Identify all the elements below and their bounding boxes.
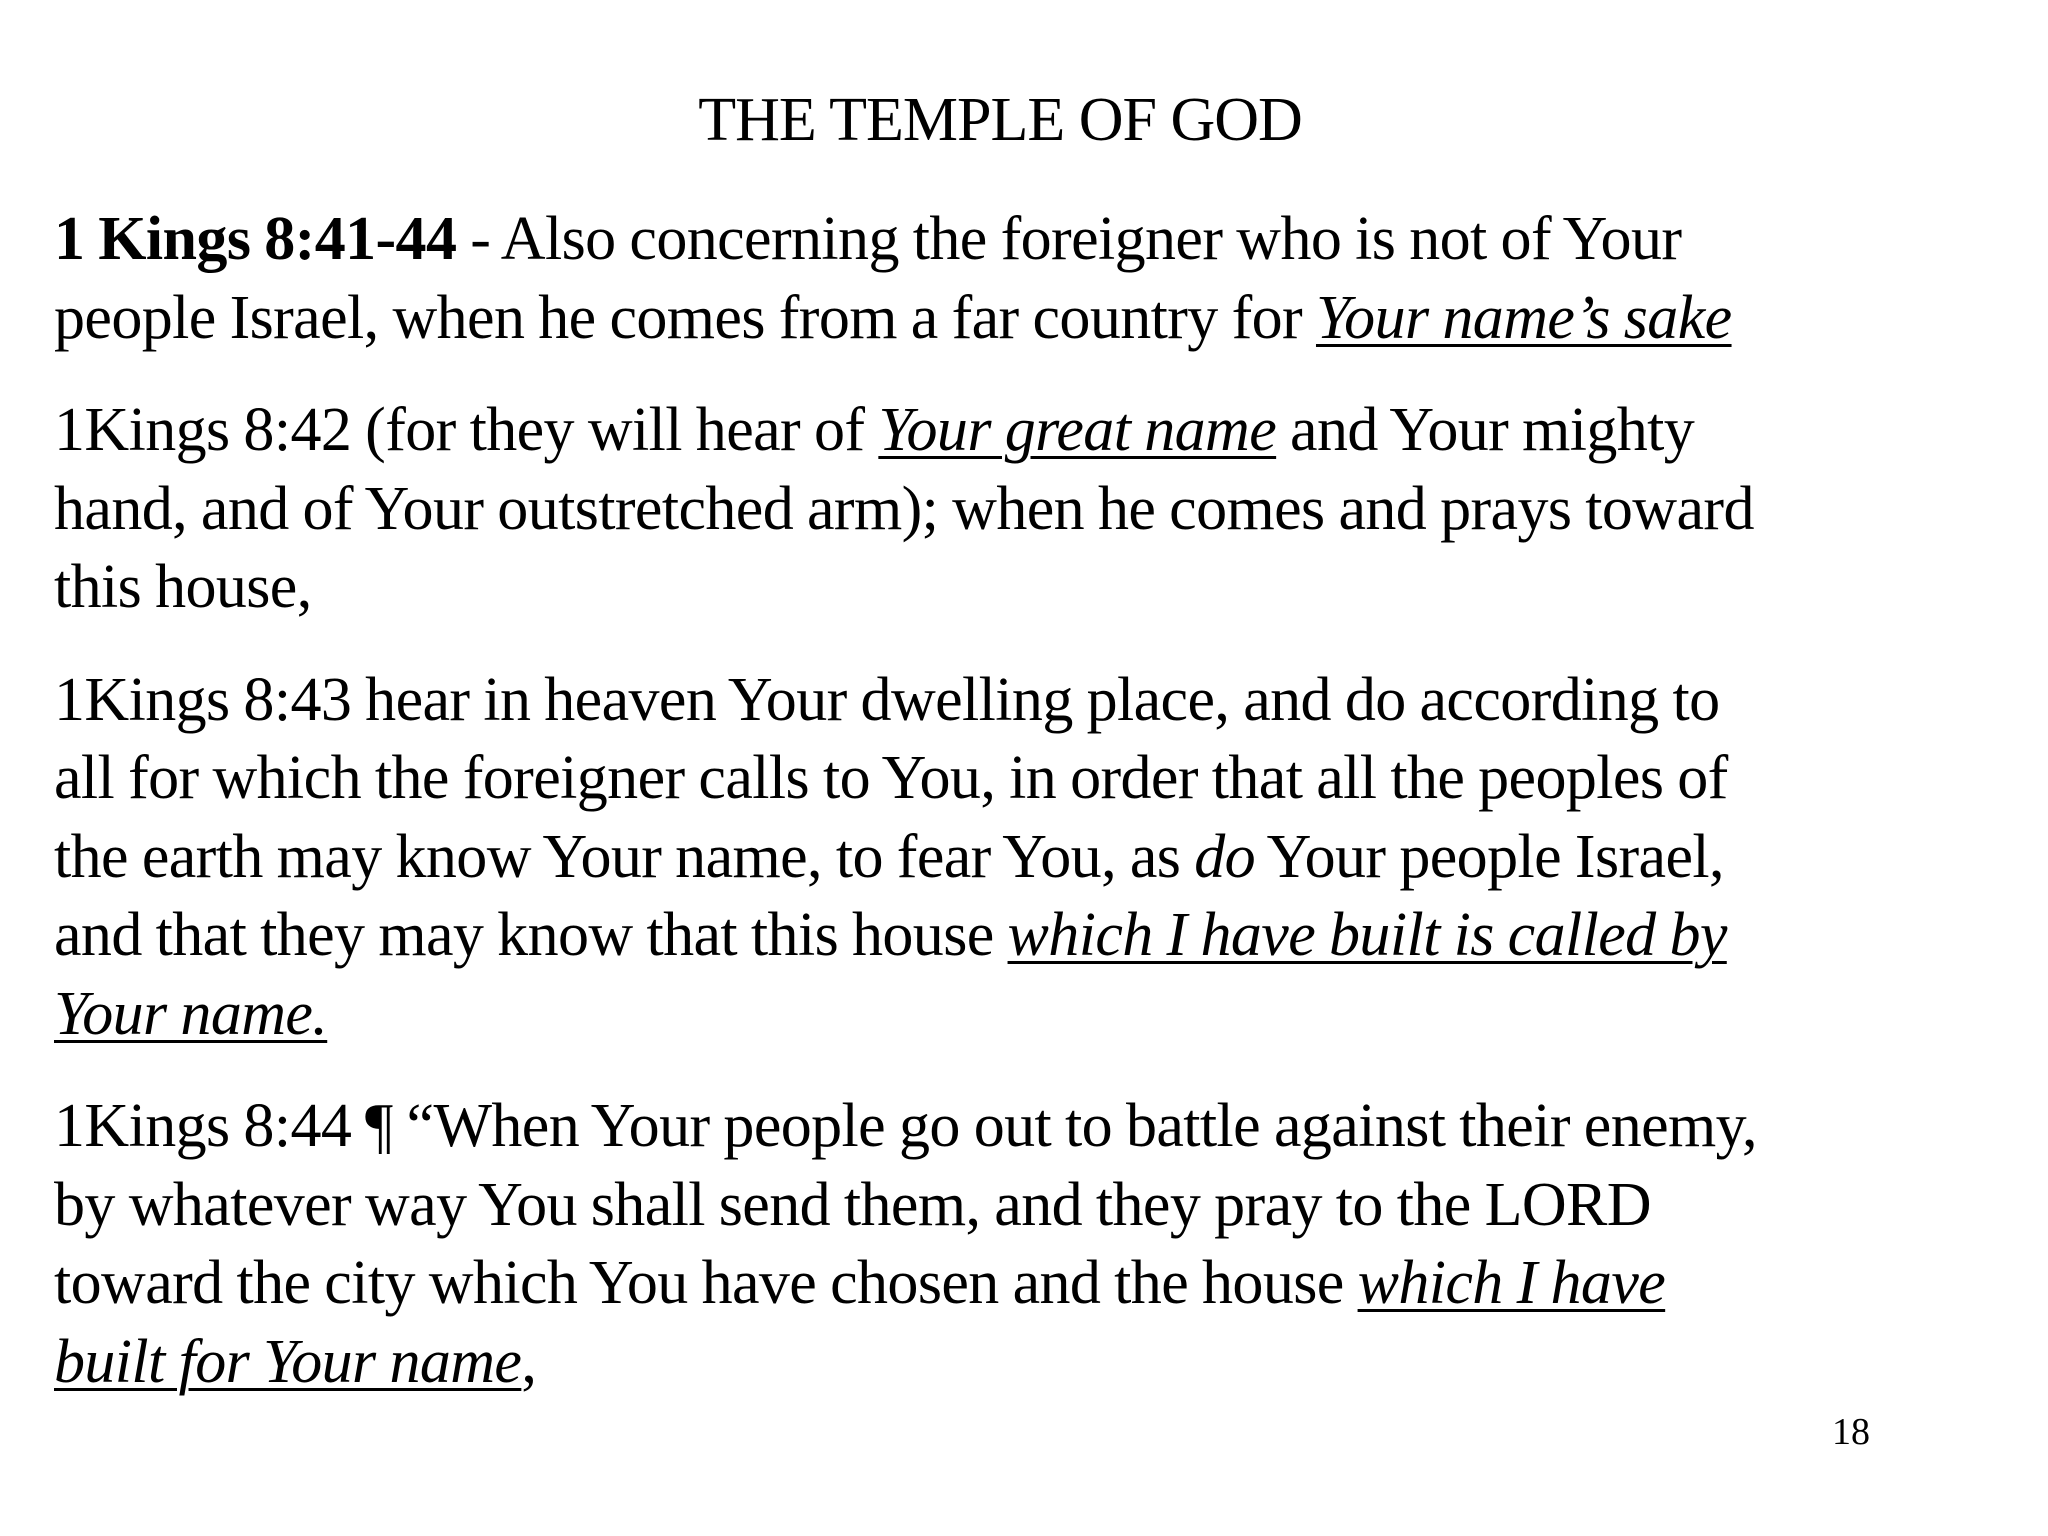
verse-line [54, 200, 1984, 279]
italic-word: do [1194, 822, 1256, 891]
verse-text: and Your mighty [1276, 396, 1695, 464]
verse-line [54, 1166, 1984, 1245]
verse-paragraph [54, 391, 1984, 627]
verse-line [54, 818, 1984, 897]
underlined-emphasis: which I have [1357, 1249, 1666, 1317]
verse-text: (for they will hear of [351, 396, 879, 464]
page-number: 18 [1832, 1411, 1870, 1453]
verse-text: toward the city which You have chosen and the house [54, 1249, 1358, 1317]
verse-text: all for which the foreigner calls to You, in order that all the peoples of [54, 744, 1728, 812]
verse-line [54, 739, 1984, 818]
verse-reference: 1 Kings 8:41-44 [54, 205, 457, 273]
verse-line [54, 975, 1984, 1054]
verse-text: people Israel, when he comes from a far country for [54, 283, 1316, 352]
underlined-emphasis: Your great name [878, 396, 1277, 464]
verse-line [54, 470, 1984, 549]
verse-text: ¶ “When Your people go out to battle against their enemy, [351, 1092, 1757, 1160]
underlined-emphasis: Your name’s sake [1315, 283, 1732, 352]
verse-reference: 1Kings 8:42 [54, 396, 352, 464]
underlined-emphasis: built for Your name [54, 1327, 522, 1396]
verse-reference: 1Kings 8:43 [54, 665, 352, 734]
verse-text: and that they may know that this house [54, 901, 1008, 969]
verse-paragraph [54, 200, 1984, 357]
verse-line [54, 548, 1984, 627]
verse-line [54, 1244, 1984, 1323]
verse-paragraph [54, 1087, 1984, 1401]
verse-line [54, 279, 1984, 358]
page-title: THE TEMPLE OF GOD [698, 86, 1302, 154]
verse-line [54, 661, 1984, 740]
verse-reference: 1Kings 8:44 [54, 1092, 352, 1160]
verse-text: , [521, 1327, 537, 1396]
verse-line [54, 896, 1984, 975]
verse-list [54, 200, 1984, 1401]
verse-line [54, 391, 1984, 470]
underlined-emphasis: which I have built is called by [1007, 901, 1727, 969]
verse-text: hand, and of Your outstretched arm); when he comes and prays toward [54, 474, 1754, 543]
verse-paragraph [54, 661, 1984, 1054]
verse-text: the earth may know Your name, to fear You, as [54, 822, 1195, 891]
verse-text: hear in heaven Your dwelling place, and do according to [351, 665, 1720, 734]
underlined-emphasis: Your name. [54, 979, 328, 1048]
verse-text: Your people Israel, [1255, 822, 1724, 891]
verse-text: - Also concerning the foreigner who is not of Your [456, 205, 1682, 273]
verse-line [54, 1323, 1984, 1402]
verse-line [54, 1087, 1984, 1166]
verse-text: by whatever way You shall send them, and they pray to the LORD [54, 1170, 1651, 1239]
verse-text: this house, [54, 553, 312, 621]
